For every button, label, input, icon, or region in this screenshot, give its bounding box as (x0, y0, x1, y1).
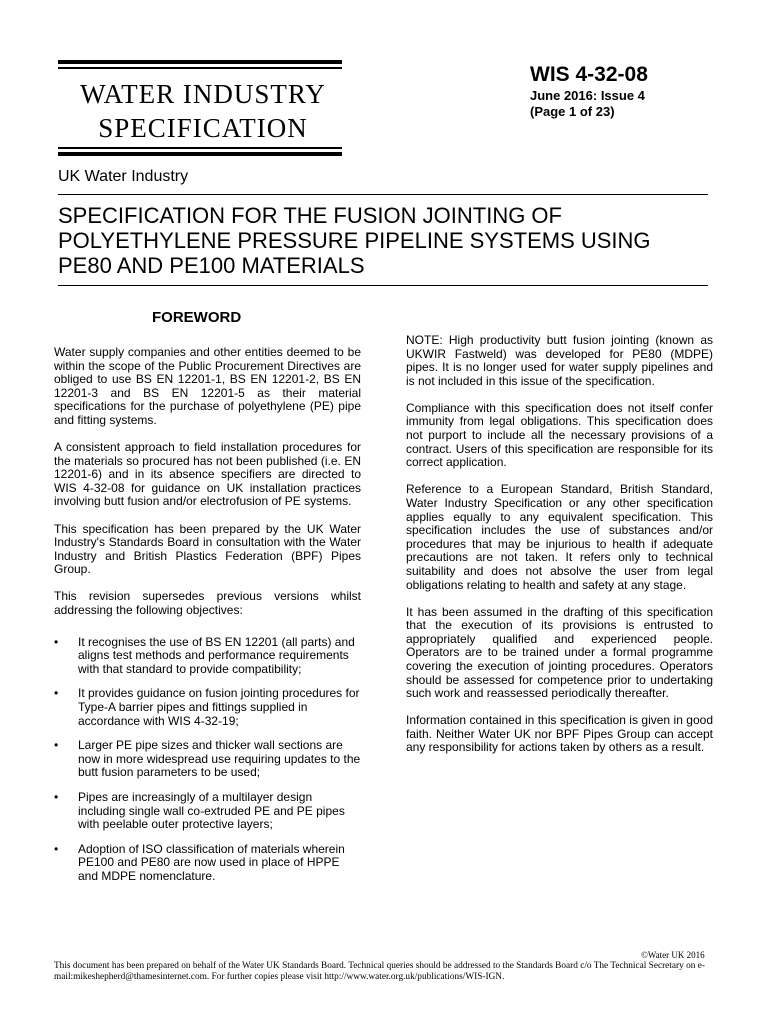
bullet-icon: • (54, 738, 59, 753)
foreword-paragraph: Reference to a European Standard, British Standard, Water Industry Specification or any other specification applies equally to any equivalent specification. This specification includes the use of substances and/or procedures that may be injurious to health if adequate precautions are not taken. It refers only to technical suitability and does not absolve the user from legal obligations relating to health and safety at any stage. (406, 482, 713, 592)
foreword-paragraph: Compliance with this specification does not itself confer immunity from legal obligations. This specification does not purport to include all the necessary provisions of a contract. Users of this specification are responsible for its correct application. (406, 400, 713, 470)
foreword-right-column (406, 334, 713, 769)
spec-date-issue: June 2016: Issue 4 (530, 88, 645, 103)
masthead-title-line1: WATER INDUSTRY (80, 79, 326, 109)
foreword-paragraph: This revision supersedes previous versions whilst addressing the following objectives: (54, 589, 361, 617)
spec-code: WIS 4-32-08 (530, 63, 648, 86)
foreword-heading: FOREWORD (152, 309, 242, 326)
title-line: POLYETHYLENE PRESSURE PIPELINE SYSTEMS USING (58, 228, 651, 253)
masthead-top-rule-thin (58, 67, 342, 69)
masthead-bottom-rule-thin (58, 147, 342, 149)
organisation-name: UK Water Industry (58, 168, 189, 185)
list-item (54, 843, 361, 884)
masthead-top-rule (58, 60, 342, 64)
copyright-notice: ©Water UK 2016 (641, 950, 705, 960)
list-item (54, 739, 361, 780)
list-item-text: Larger PE pipe sizes and thicker wall sections are now in more widespread use requiring updates to the butt fusion parameters to be used; (78, 738, 361, 780)
list-item (54, 636, 361, 677)
foreword-paragraph: Water supply companies and other entities deemed to be within the scope of the Public Procurement Directives are obliged to use BS EN 12201-1, BS EN 12201-2, BS EN 12201-3 and BS EN 12201-5 as their material specifications for the purchase of polyethylene (PE) pipe and fitting systems. (54, 345, 361, 427)
foreword-paragraph: A consistent approach to field installation procedures for the materials so procured has not been published (i.e. EN 12201-6) and in its absence specifiers are directed to WIS 4-32-08 for guidance on UK installation practices involving butt fusion and/or electrofusion of PE systems. (54, 440, 361, 509)
bullet-icon: • (54, 686, 59, 701)
bullet-icon: • (54, 841, 59, 856)
objectives-list (54, 636, 361, 884)
title-line: PE80 AND PE100 MATERIALS (58, 253, 365, 278)
list-item-text: It provides guidance on fusion jointing procedures for Type-A barrier pipes and fittings supplied in accordance with WIS 4-32-19; (78, 686, 360, 728)
footer-note: This document has been prepared on behalf of the Water UK Standards Board. Technical queries should be addressed to the Standards Board c/o The Technical Secretary on e-mail:mikeshepherd@thamesinternet.com. For further copies please visit http://www.water.org.uk/publications/WIS-IGN. (54, 961, 705, 982)
list-item (54, 791, 361, 832)
masthead-bottom-rule (58, 152, 342, 156)
list-item-text: It recognises the use of BS EN 12201 (all parts) and aligns test methods and performance requirements with that standard to provide compatibility; (78, 634, 355, 676)
foreword-paragraph: This specification has been prepared by the UK Water Industry's Standards Board in consultation with the Water Industry and British Plastics Federation (BPF) Pipes Group. (54, 521, 361, 577)
foreword-left-column (54, 346, 361, 895)
foreword-paragraph: Information contained in this specification is given in good faith. Neither Water UK nor BPF Pipes Group can accept any responsibility for actions taken by others as a result. (406, 713, 713, 755)
divider-title (58, 285, 708, 286)
foreword-paragraph: It has been assumed in the drafting of this specification that the execution of its provisions is entrusted to appropriately qualified and experienced people. Operators are to be trained under a formal programme covering the execution of jointing procedures. Operators should be assessed for competence prior to undertaking such work and reassessed periodically thereafter. (406, 604, 713, 701)
list-item-text: Adoption of ISO classification of materials wherein PE100 and PE80 are now used in place of HPPE and MDPE nomenclature. (78, 841, 345, 883)
note-paragraph: NOTE: High productivity butt fusion jointing (known as UKWIR Fastweld) was developed for PE80 (MDPE) pipes. It is no longer used for water supply pipelines and is not included in this issue of the specification. (406, 333, 713, 388)
bullet-icon: • (54, 789, 59, 804)
spec-page-number: (Page 1 of 23) (530, 104, 615, 119)
list-item-text: Pipes are increasingly of a multilayer design including single wall co-extruded PE and PE pipes with peelable outer protective layers; (78, 789, 345, 832)
document-title (58, 203, 718, 278)
divider-top (58, 194, 708, 195)
bullet-icon: • (54, 634, 59, 649)
masthead-title-line2: SPECIFICATION (98, 113, 308, 143)
list-item (54, 687, 361, 728)
title-line: SPECIFICATION FOR THE FUSION JOINTING OF (58, 203, 562, 228)
